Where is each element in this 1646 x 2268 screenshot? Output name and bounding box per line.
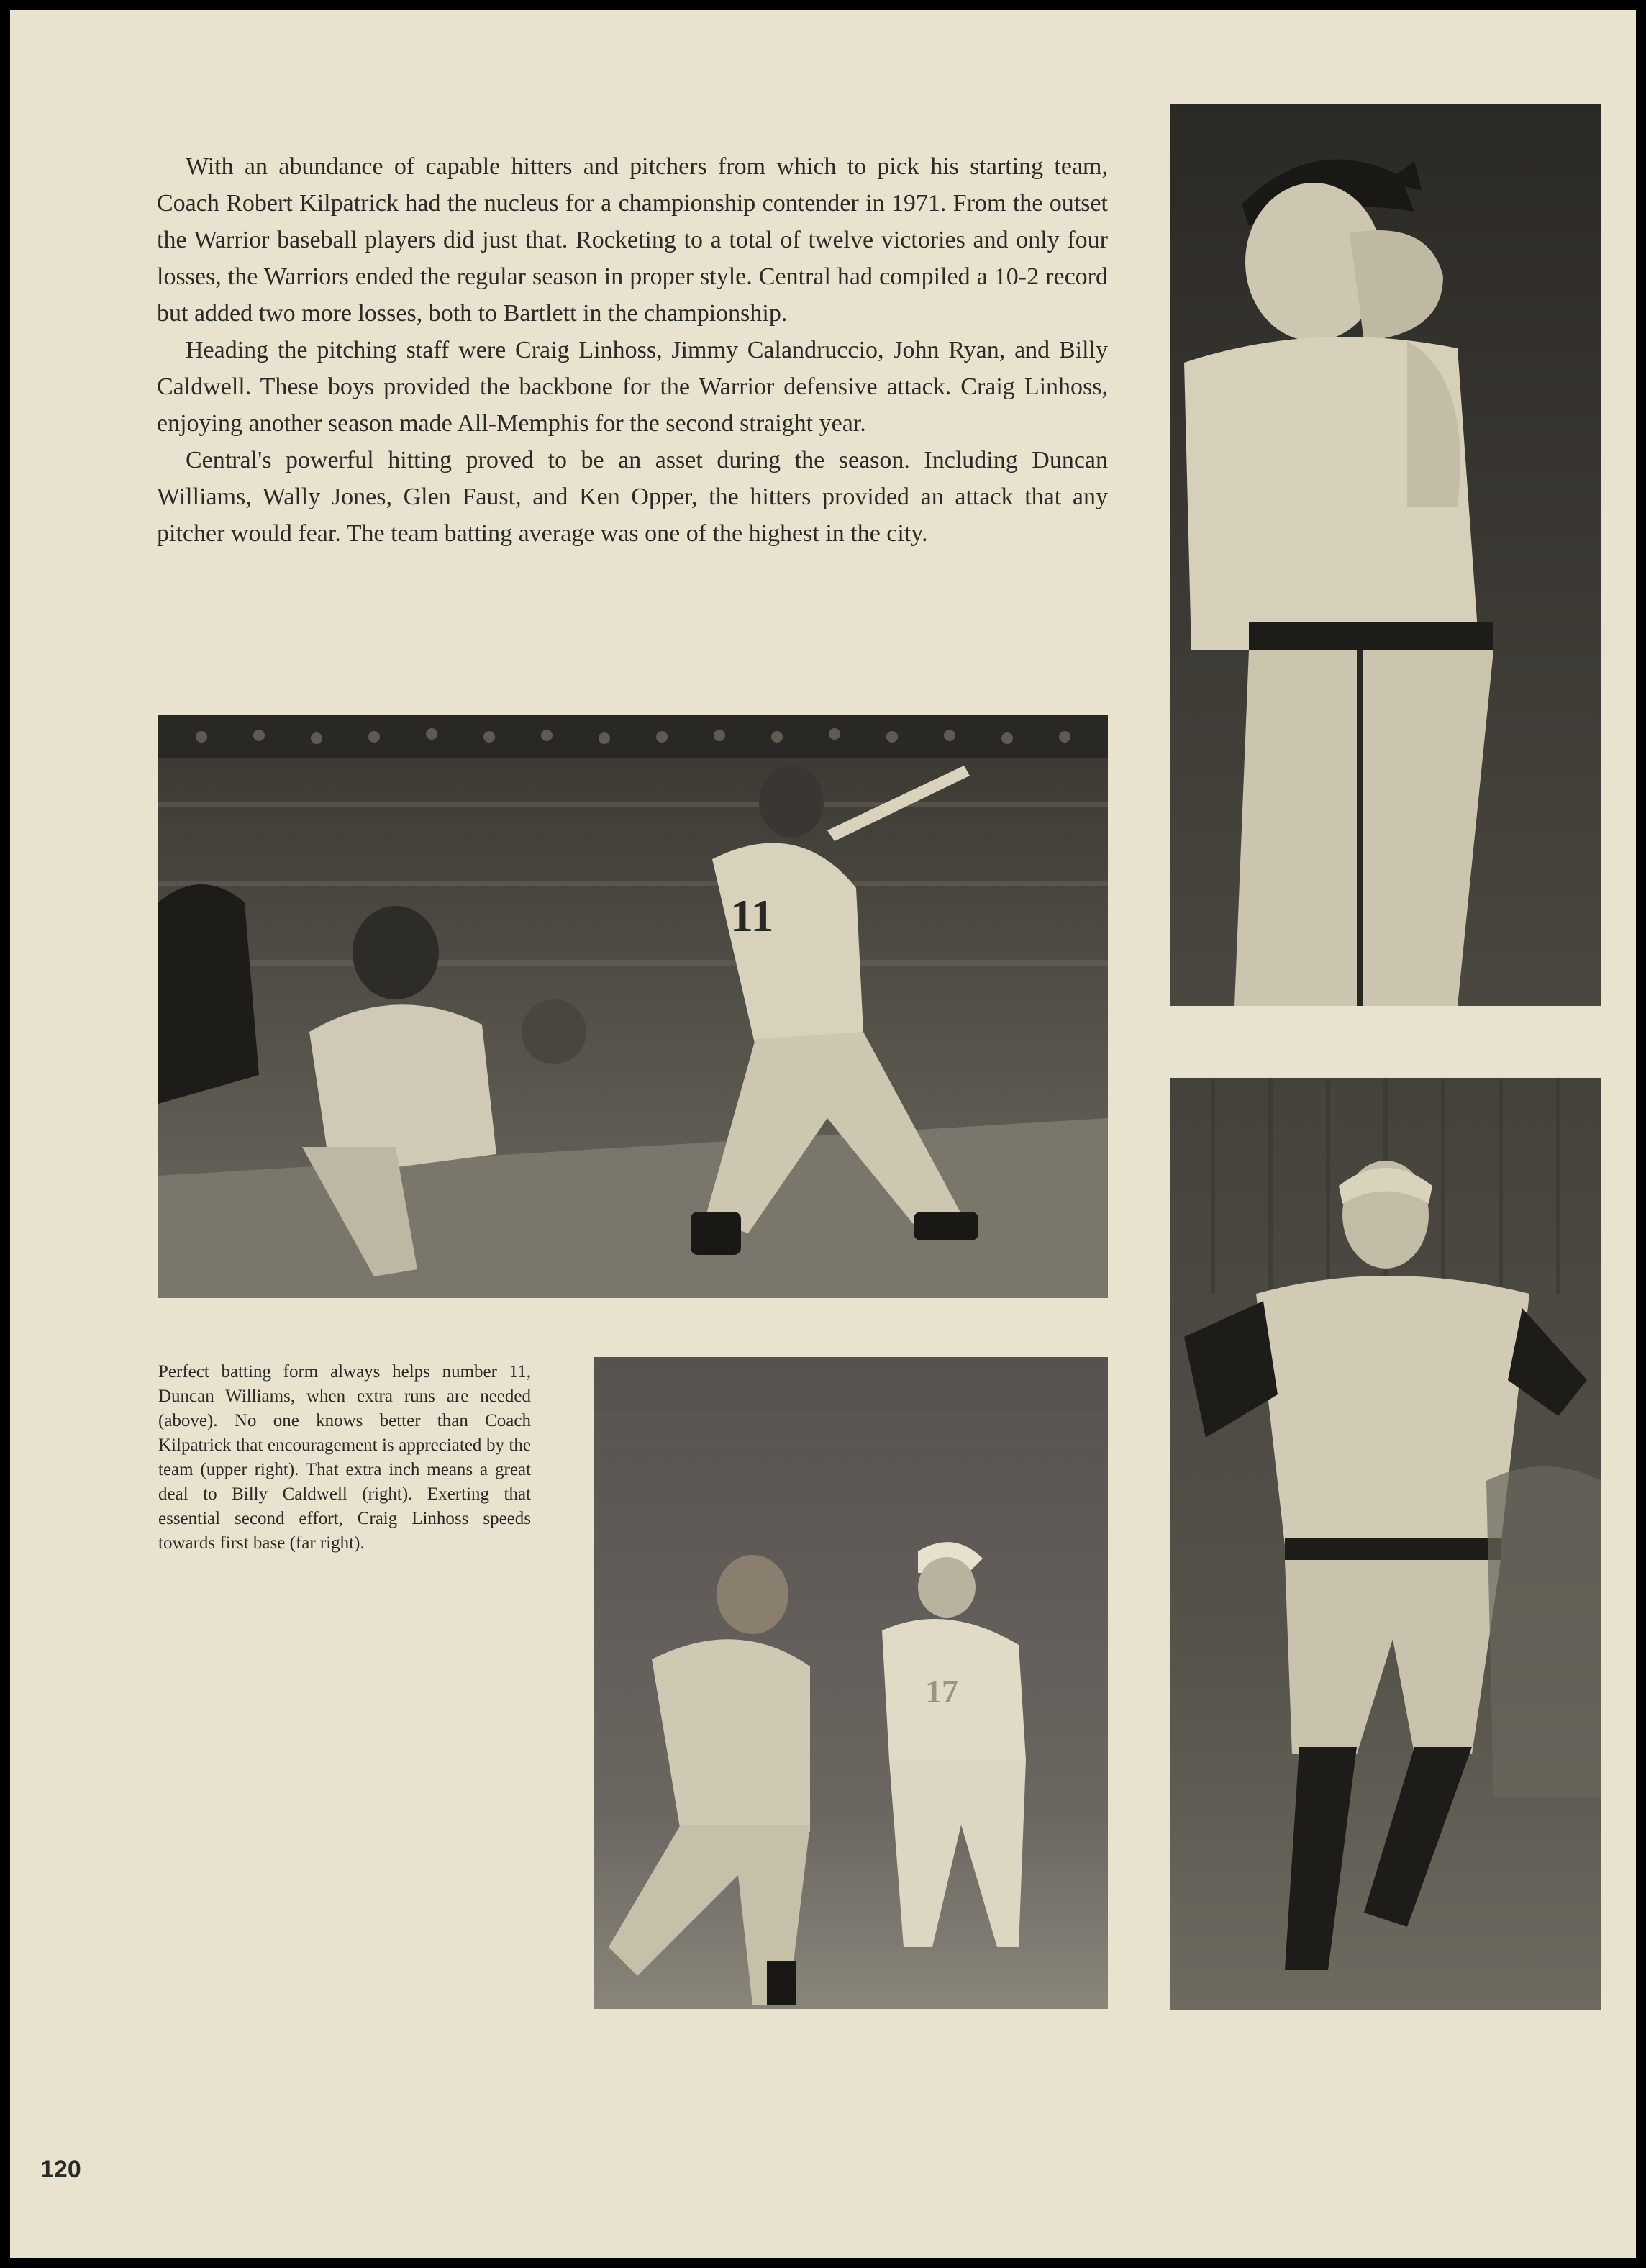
first-base-photo — [594, 1357, 1108, 2009]
batter-photo-image — [158, 715, 1108, 1298]
batter-jersey-number: 11 — [730, 890, 774, 941]
article-paragraph-3: Central's powerful hitting proved to be an asset during the season. Including Duncan Williams, Wally Jones, Glen Faust, and Ken Opper, the hitters provided an attack that any pitcher would fear. The team batting average was one of the highest in the city. — [157, 447, 1108, 547]
coach-photo-image — [1170, 104, 1601, 1006]
coach-photo — [1170, 104, 1601, 1006]
article-paragraph-1: With an abundance of capable hitters and pitchers from which to pick his starting team, Coach Robert Kilpatrick had the nucleus for a championship contender in 1971. From the outset the Warrior baseball players did just that. Rocketing to a total of twelve victories and only four losses, the Warriors ended the regular season in proper style. Central had compiled a 10-2 record but added two more losses, both to Bartlett in the championship. — [157, 153, 1108, 327]
article-paragraph-2: Heading the pitching staff were Craig Linhoss, Jimmy Calandruccio, John Ryan, and Billy Caldwell. These boys provided the backbone for the Warrior defensive attack. Craig Linhoss, enjoying another season made All-Memphis for the second straight year. — [157, 337, 1108, 437]
yearbook-page — [10, 10, 1636, 2258]
batter-photo — [158, 715, 1108, 1298]
runner-photo — [1170, 1078, 1601, 2010]
runner-photo-image — [1170, 1078, 1601, 2010]
first-baseman-jersey-number: 17 — [925, 1673, 958, 1710]
page-number: 120 — [40, 2156, 81, 2183]
first-base-photo-image — [594, 1357, 1108, 2009]
article-body — [157, 148, 1108, 552]
photo-caption: Perfect batting form always helps number 11, Duncan Williams, when extra runs are needed (above). No one knows better than Coach Kilpatrick that encouragement is appreciated by the team (upper right). That extra inch means a great deal to Billy Caldwell (right). Exerting that essential second effort, Craig Linhoss speeds towards first base (far right). — [158, 1362, 531, 1553]
